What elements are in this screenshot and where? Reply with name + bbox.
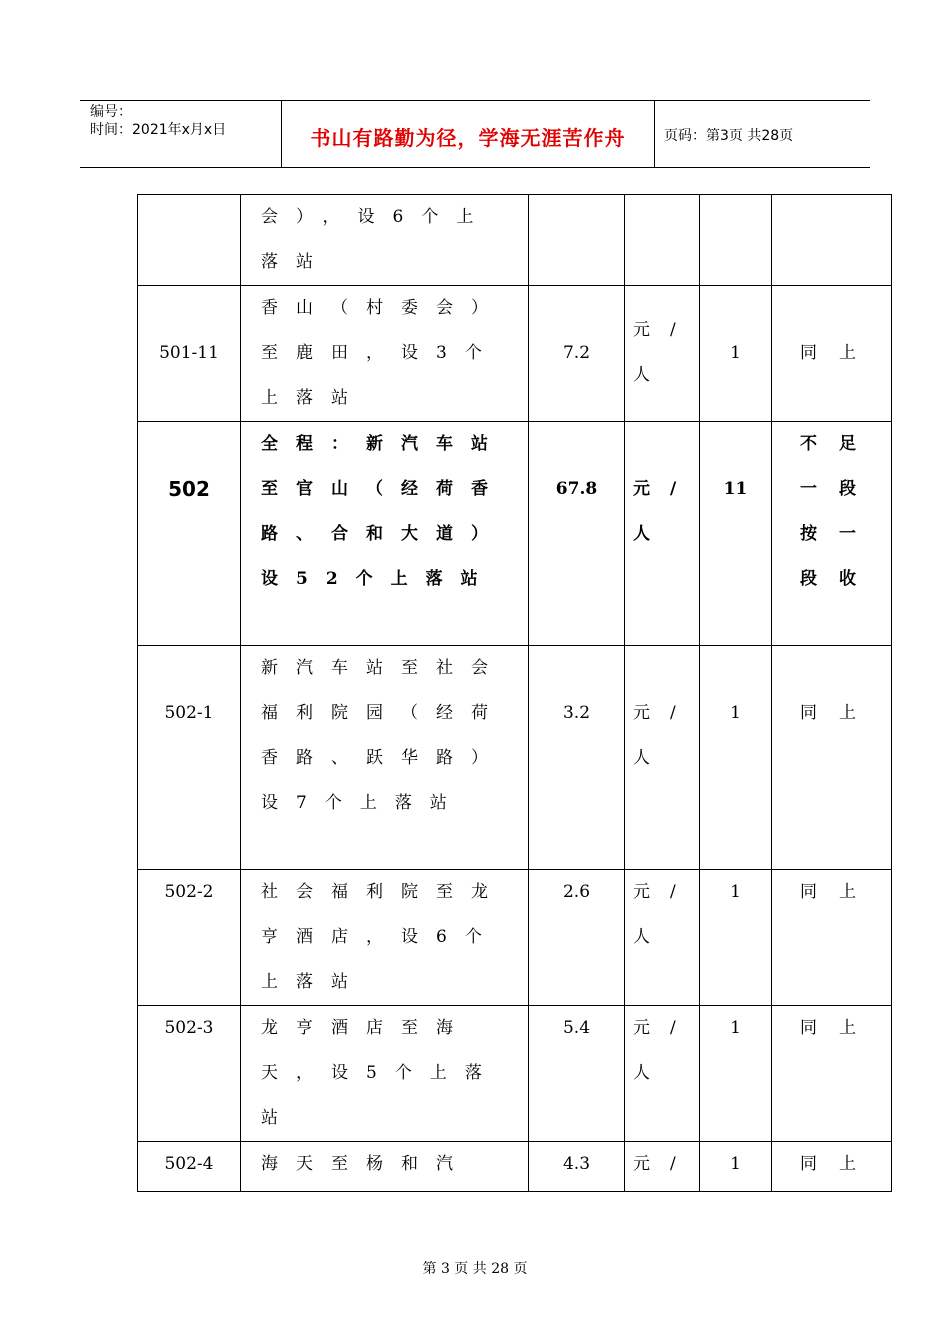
header-meta — [90, 103, 226, 139]
route-desc-cell: 新汽车站至社会福利院园（经荷香路、跃华路）设7个上落站 — [241, 646, 529, 870]
note-cell: 不足一段按一段收 — [772, 422, 892, 646]
price-cell: 7.2 — [529, 286, 625, 422]
note-cell: 同上 — [772, 286, 892, 422]
route-code-cell: 502 — [138, 422, 241, 646]
unit-cell: 元/人 — [625, 286, 700, 422]
unit-cell: 元/人 — [625, 870, 700, 1006]
table-row — [138, 1142, 892, 1192]
table-row — [138, 870, 892, 1006]
header-top-rule — [80, 100, 870, 101]
segments-cell: 1 — [700, 1006, 772, 1142]
time-label: 时间：2021年x月x日 — [90, 122, 227, 138]
number-label: 编号： — [90, 104, 132, 120]
header-bottom-rule — [80, 167, 870, 168]
page-footer: 第 3 页 共 28 页 — [422, 1261, 528, 1277]
segments-cell: 1 — [700, 646, 772, 870]
price-cell: 3.2 — [529, 646, 625, 870]
unit-cell: 元/人 — [625, 422, 700, 646]
route-desc-cell: 海天至杨和汽 — [241, 1142, 529, 1192]
segments-cell: 1 — [700, 1142, 772, 1192]
route-desc-cell: 全程：新汽车站至官山（经荷香路、合和大道）设52个上落站 — [241, 422, 529, 646]
route-code-cell: 502-3 — [138, 1006, 241, 1142]
unit-cell: 元/ — [625, 1142, 700, 1192]
route-desc-cell: 会），设6个上落站 — [241, 195, 529, 286]
unit-cell — [625, 195, 700, 286]
route-code-cell: 502-4 — [138, 1142, 241, 1192]
price-cell: 67.8 — [529, 422, 625, 646]
route-code-cell — [138, 195, 241, 286]
route-code-cell: 501-11 — [138, 286, 241, 422]
note-cell — [772, 195, 892, 286]
note-cell: 同上 — [772, 1006, 892, 1142]
price-cell: 2.6 — [529, 870, 625, 1006]
segments-cell: 1 — [700, 286, 772, 422]
header-motto: 书山有路勤为径，学海无涯苦作舟 — [310, 126, 626, 150]
table-row — [138, 195, 892, 286]
price-cell: 5.4 — [529, 1006, 625, 1142]
route-desc-cell: 龙亨酒店至海天，设5个上落站 — [241, 1006, 529, 1142]
route-code-cell: 502-1 — [138, 646, 241, 870]
unit-cell: 元/人 — [625, 646, 700, 870]
route-desc-cell: 社会福利院至龙亨酒店，设6个上落站 — [241, 870, 529, 1006]
table-row — [138, 422, 892, 646]
segments-cell: 11 — [700, 422, 772, 646]
page-indicator: 页码：第3页 共28页 — [664, 128, 794, 144]
route-code-cell: 502-2 — [138, 870, 241, 1006]
note-cell: 同上 — [772, 646, 892, 870]
price-cell: 4.3 — [529, 1142, 625, 1192]
table-row — [138, 646, 892, 870]
price-cell — [529, 195, 625, 286]
unit-cell: 元/人 — [625, 1006, 700, 1142]
table-row — [138, 286, 892, 422]
segments-cell: 1 — [700, 870, 772, 1006]
fare-table — [137, 194, 892, 1192]
table-row — [138, 1006, 892, 1142]
route-desc-cell: 香山（村委会）至鹿田，设3个上落站 — [241, 286, 529, 422]
note-cell: 同上 — [772, 870, 892, 1006]
segments-cell — [700, 195, 772, 286]
note-cell: 同上 — [772, 1142, 892, 1192]
header-divider — [654, 100, 655, 167]
